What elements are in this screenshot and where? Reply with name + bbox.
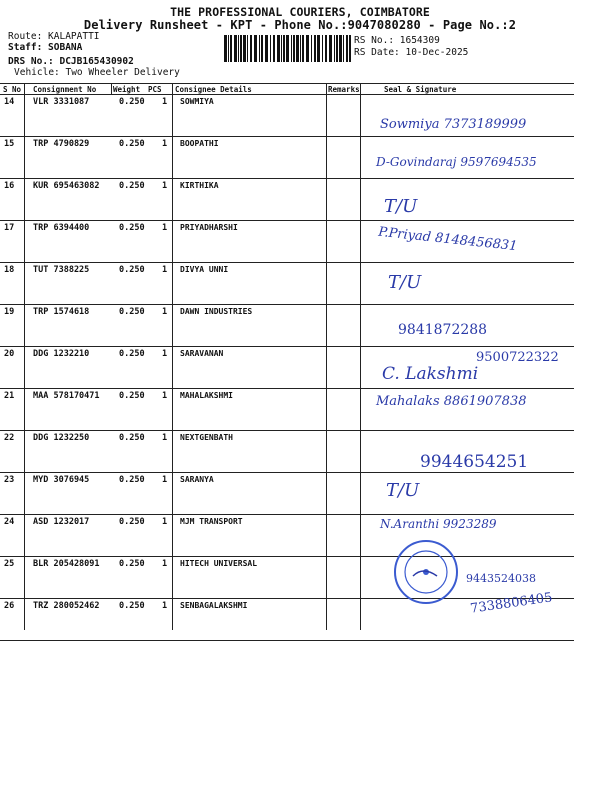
row-divider	[0, 136, 574, 137]
barcode-bar	[317, 35, 320, 62]
row-weight: 0.250	[119, 391, 145, 401]
barcode-bar	[339, 35, 342, 62]
row-divider	[0, 388, 574, 389]
row-sno: 19	[4, 307, 15, 317]
row-pcs: 1	[162, 475, 168, 485]
col-divider	[111, 83, 112, 95]
handwriting-r18: T/U	[388, 272, 422, 293]
row-pcs: 1	[162, 601, 168, 611]
barcode-bar	[224, 35, 227, 62]
staff-label: Staff: SOBANA	[8, 42, 83, 53]
row-divider	[0, 220, 574, 221]
handwriting-r20-name: C. Lakshmi	[382, 364, 479, 384]
barcode-bar	[336, 35, 338, 62]
row-sno: 15	[4, 139, 15, 149]
row-consignee-name: MJM TRANSPORT	[180, 517, 243, 526]
barcode-bar	[349, 35, 351, 62]
handwriting-r20-phone: 9500722322	[476, 350, 559, 365]
row-sno: 23	[4, 475, 15, 485]
row-consignee-name: SOWMIYA	[180, 97, 214, 106]
barcode-bar	[238, 35, 239, 62]
row-weight: 0.250	[119, 223, 145, 233]
col-consignment-header: Consignment No	[33, 85, 97, 94]
col-seal-header: Seal & Signature	[384, 85, 457, 94]
row-weight: 0.250	[119, 559, 145, 569]
barcode-bar	[250, 35, 252, 62]
barcode-bar	[322, 35, 323, 62]
col-pcs-header: PCS	[148, 85, 162, 94]
row-pcs: 1	[162, 307, 168, 317]
barcode-bar	[296, 35, 299, 62]
handwriting-r14: Sowmiya 7373189999	[380, 117, 527, 132]
row-consignee-name: KIRTHIKA	[180, 181, 219, 190]
barcode-bar	[283, 35, 285, 62]
barcode-bar	[259, 35, 260, 62]
barcode-bar	[314, 35, 316, 62]
barcode-bar	[234, 35, 237, 62]
row-sno: 14	[4, 97, 15, 107]
row-sno: 24	[4, 517, 15, 527]
row-weight: 0.250	[119, 97, 145, 107]
row-consignee-name: HITECH UNIVERSAL	[180, 559, 258, 568]
row-consignee-name: SARANYA	[180, 475, 214, 484]
handwriting-r25: 9443524038	[466, 572, 536, 585]
row-consignee-name: MAHALAKSHMI	[180, 391, 233, 400]
handwriting-r22: 9944654251	[420, 452, 529, 472]
row-consignee-name: PRIYADHARSHI	[180, 223, 238, 232]
header-bottom-line	[0, 94, 574, 95]
barcode-bar	[329, 35, 332, 62]
barcode-bar	[291, 35, 292, 62]
row-divider	[0, 640, 574, 641]
barcode-bar	[254, 35, 257, 62]
company-title: THE PROFESSIONAL COURIERS, COIMBATORE	[170, 5, 430, 19]
row-divider	[0, 178, 574, 179]
row-sno: 25	[4, 559, 15, 569]
row-divider	[0, 304, 574, 305]
row-consignment-no: DDG 1232250	[33, 433, 90, 443]
handwriting-r15: D-Govindaraj 9597694535	[376, 155, 537, 169]
row-consignee-name: BOOPATHI	[180, 139, 219, 148]
row-divider	[0, 346, 574, 347]
row-sno: 18	[4, 265, 15, 275]
row-consignment-no: BLR 205428091	[33, 559, 100, 569]
row-weight: 0.250	[119, 139, 145, 149]
barcode-bar	[281, 35, 282, 62]
row-consignee-name: SARAVANAN	[180, 349, 224, 358]
runsheet-title: Delivery Runsheet - KPT - Phone No.:9047080280 - Page No.:2	[83, 18, 517, 32]
col-divider	[172, 83, 173, 630]
col-divider	[326, 83, 327, 630]
row-pcs: 1	[162, 517, 168, 527]
barcode-bar	[277, 35, 280, 62]
row-consignment-no: TRP 6394400	[33, 223, 90, 233]
courier-seal-stamp	[393, 539, 459, 605]
row-divider	[0, 430, 574, 431]
row-consignment-no: TRZ 280052462	[33, 601, 100, 611]
row-weight: 0.250	[119, 265, 145, 275]
row-pcs: 1	[162, 391, 168, 401]
row-weight: 0.250	[119, 475, 145, 485]
row-consignment-no: MAA 578170471	[33, 391, 100, 401]
barcode-bar	[334, 35, 335, 62]
row-consignee-name: NEXTGENBATH	[180, 433, 233, 442]
barcode-bar	[265, 35, 268, 62]
handwriting-r16: T/U	[384, 196, 418, 217]
drs-number: DRS No.: DCJB165430902	[8, 56, 134, 67]
rs-date: RS Date: 10-Dec-2025	[354, 47, 469, 58]
handwriting-r21: Mahalaks 8861907838	[376, 394, 527, 409]
header-top-line	[0, 83, 574, 84]
row-sno: 16	[4, 181, 15, 191]
row-weight: 0.250	[119, 307, 145, 317]
route-label: Route: KALAPATTI	[8, 31, 100, 42]
barcode-bar	[240, 35, 242, 62]
barcode-bar	[346, 35, 348, 62]
barcode-bar	[228, 35, 229, 62]
col-remarks-header: Remarks	[328, 85, 360, 94]
barcode-bar	[311, 35, 312, 62]
vehicle-label: Vehicle: Two Wheeler Delivery	[14, 67, 180, 78]
handwriting-r17: P.Priyad 8148456831	[377, 224, 519, 255]
row-consignment-no: TRP 1574618	[33, 307, 90, 317]
row-pcs: 1	[162, 97, 168, 107]
row-consignment-no: KUR 695463082	[33, 181, 100, 191]
col-divider	[360, 83, 361, 630]
handwriting-r23: T/U	[386, 480, 420, 501]
row-divider	[0, 262, 574, 263]
row-divider	[0, 514, 574, 515]
handwriting-r24: N.Aranthi 9923289	[380, 517, 497, 531]
barcode-bar	[247, 35, 248, 62]
barcode-bar	[243, 35, 246, 62]
row-weight: 0.250	[119, 349, 145, 359]
row-weight: 0.250	[119, 181, 145, 191]
barcode-bar	[230, 35, 232, 62]
row-pcs: 1	[162, 559, 168, 569]
row-divider	[0, 472, 574, 473]
row-sno: 20	[4, 349, 15, 359]
handwriting-r26: 7338806405	[469, 590, 554, 617]
row-consignee-name: DIVYA UNNI	[180, 265, 229, 274]
handwriting-r19: 9841872288	[398, 322, 488, 338]
row-pcs: 1	[162, 223, 168, 233]
row-pcs: 1	[162, 433, 168, 443]
row-sno: 22	[4, 433, 15, 443]
col-divider	[24, 83, 25, 630]
barcode-bar	[300, 35, 301, 62]
row-consignment-no: TRP 4790829	[33, 139, 90, 149]
row-divider	[0, 556, 574, 557]
col-sno-header: S No	[3, 85, 22, 94]
row-pcs: 1	[162, 139, 168, 149]
row-consignment-no: ASD 1232017	[33, 517, 90, 527]
row-consignment-no: MYD 3076945	[33, 475, 90, 485]
row-consignment-no: TUT 7388225	[33, 265, 90, 275]
barcode-bar	[306, 35, 309, 62]
barcode-image	[224, 35, 351, 62]
barcode-bar	[293, 35, 295, 62]
barcode-bar	[343, 35, 344, 62]
row-weight: 0.250	[119, 517, 145, 527]
barcode-bar	[325, 35, 327, 62]
row-consignee-name: SENBAGALAKSHMI	[180, 601, 248, 610]
col-weight-header: Weight	[113, 85, 141, 94]
row-consignment-no: DDG 1232210	[33, 349, 90, 359]
row-pcs: 1	[162, 265, 168, 275]
col-consignee-header: Consignee Details	[175, 85, 252, 94]
rs-number: RS No.: 1654309	[354, 35, 440, 46]
row-pcs: 1	[162, 349, 168, 359]
barcode-bar	[273, 35, 275, 62]
row-weight: 0.250	[119, 601, 145, 611]
row-sno: 17	[4, 223, 15, 233]
barcode-bar	[286, 35, 289, 62]
barcode-bar	[302, 35, 304, 62]
row-consignment-no: VLR 3331087	[33, 97, 90, 107]
barcode-bar	[270, 35, 271, 62]
barcode-bar	[261, 35, 263, 62]
row-weight: 0.250	[119, 433, 145, 443]
row-consignee-name: DAWN INDUSTRIES	[180, 307, 253, 316]
row-sno: 26	[4, 601, 15, 611]
row-pcs: 1	[162, 181, 168, 191]
row-sno: 21	[4, 391, 15, 401]
